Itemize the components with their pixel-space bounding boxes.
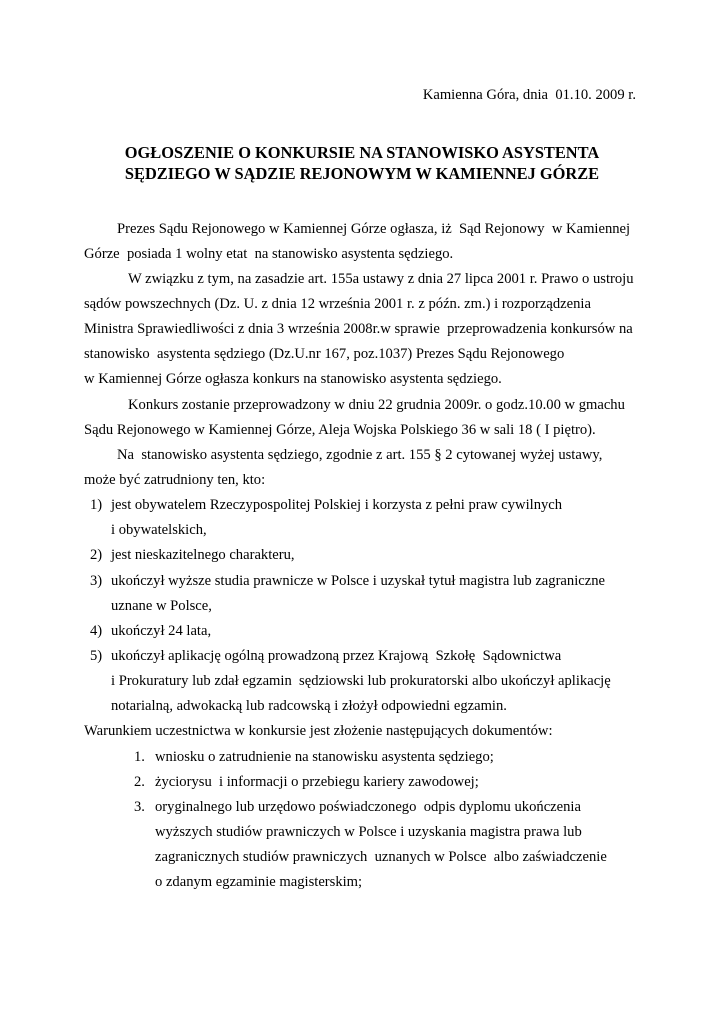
paragraph-3-line-2: Sądu Rejonowego w Kamiennej Górze, Aleja Wojska Polskiego 36 w sali 18 ( I piętro). [84, 422, 596, 438]
paragraph-2-line-3: Ministra Sprawiedliwości z dnia 3 września 2008r.w sprawie przeprowadzenia konkursów na [84, 321, 633, 337]
requirement-line: i Prokuratury lub zdał egzamin sędziowski lub prokuratorski albo ukończył aplikację [111, 673, 611, 689]
document-line: zagranicznych studiów prawniczych uznanych w Polsce albo zaświadczenie [155, 849, 607, 865]
requirement-line: uznane w Polsce, [111, 598, 212, 614]
title-line-2: SĘDZIEGO W SĄDZIE REJONOWYM W KAMIENNEJ GÓRZE [124, 164, 600, 183]
paragraph-1-line-1: Prezes Sądu Rejonowego w Kamiennej Górze ogłasza, iż Sąd Rejonowy w Kamiennej [117, 221, 631, 237]
requirement-line: notarialną, adwokacką lub radcowską i złożył odpowiedni egzamin. [111, 698, 507, 714]
requirement-line: jest obywatelem Rzeczypospolitej Polskiej i korzysta z pełni praw cywilnych [111, 497, 563, 513]
document-number: 2. [134, 774, 145, 790]
document-line: wyższych studiów prawniczych w Polsce i uzyskania magistra prawa lub [155, 824, 582, 840]
requirement-line: jest nieskazitelnego charakteru, [111, 547, 295, 563]
paragraph-4-line-2: może być zatrudniony ten, kto: [84, 472, 266, 488]
requirement-line: ukończył 24 lata, [111, 623, 212, 639]
requirement-line: ukończył wyższe studia prawnicze w Polsce i uzyskał tytuł magistra lub zagraniczne [111, 573, 605, 589]
paragraph-2-line-4: stanowisko asystenta sędziego (Dz.U.nr 167, poz.1037) Prezes Sądu Rejonowego [84, 346, 565, 362]
document-number: 1. [134, 749, 145, 765]
document-number: 3. [134, 799, 145, 815]
paragraph-1-line-2: Górze posiada 1 wolny etat na stanowisko asystenta sędziego. [84, 246, 454, 262]
document-line: wniosku o zatrudnienie na stanowisku asystenta sędziego; [155, 749, 494, 765]
title-line-1: OGŁOSZENIE O KONKURSIE NA STANOWISKO ASYSTENTA [124, 143, 600, 162]
paragraph-2-line-1: W związku z tym, na zasadzie art. 155a ustawy z dnia 27 lipca 2001 r. Prawo o ustroju [128, 271, 634, 287]
requirement-number: 5) [90, 648, 103, 664]
document-line: życiorysu i informacji o przebiegu kariery zawodowej; [155, 774, 479, 790]
paragraph-2-line-2: sądów powszechnych (Dz. U. z dnia 12 września 2001 r. z późn. zm.) i rozporządzenia [84, 296, 591, 312]
requirement-line: i obywatelskich, [111, 522, 207, 538]
document-line: oryginalnego lub urzędowo poświadczonego odpis dyplomu ukończenia [155, 799, 581, 815]
paragraph-4-line-1: Na stanowisko asystenta sędziego, zgodnie z art. 155 § 2 cytowanej wyżej ustawy, [117, 447, 603, 463]
document-line: o zdanym egzaminie magisterskim; [155, 874, 363, 890]
requirement-number: 4) [90, 623, 103, 639]
paragraph-2-line-5: w Kamiennej Górze ogłasza konkurs na stanowisko asystenta sędziego. [84, 371, 502, 387]
requirement-line: ukończył aplikację ogólną prowadzoną przez Krajową Szkołę Sądownictwa [111, 648, 562, 664]
requirement-number: 1) [90, 497, 103, 513]
requirement-number: 2) [90, 547, 103, 563]
paragraph-3-line-1: Konkurs zostanie przeprowadzony w dniu 22 grudnia 2009r. o godz.10.00 w gmachu [128, 397, 625, 413]
requirement-number: 3) [90, 573, 103, 589]
documents-intro: Warunkiem uczestnictwa w konkursie jest złożenie następujących dokumentów: [84, 723, 553, 739]
date-line: Kamienna Góra, dnia 01.10. 2009 r. [422, 87, 636, 103]
